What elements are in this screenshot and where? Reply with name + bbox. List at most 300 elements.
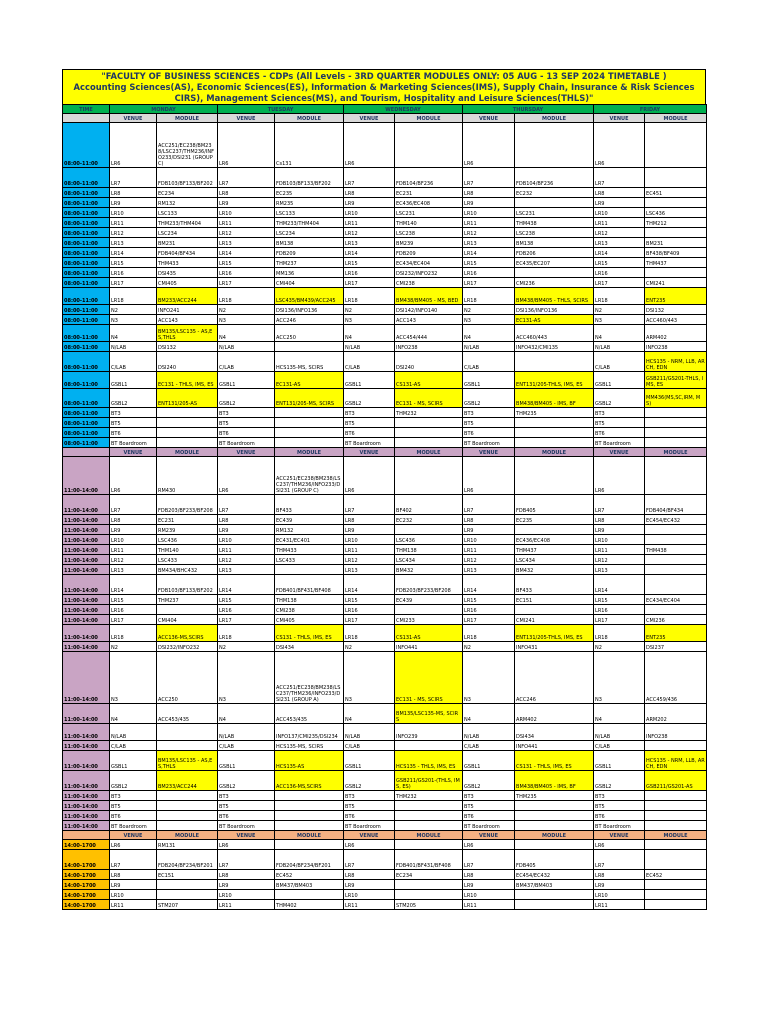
venue-cell: LR13 bbox=[344, 238, 395, 248]
module-cell bbox=[157, 605, 218, 615]
module-cell: BM437/BM403 bbox=[515, 880, 594, 890]
time-cell: 08:00-11:00 bbox=[63, 268, 110, 278]
venue-cell: N4 bbox=[344, 325, 395, 342]
venue-cell: LR17 bbox=[110, 278, 157, 288]
module-cell: FDB203/BF233/BF208 bbox=[395, 575, 463, 595]
time-cell: 08:00-11:00 bbox=[63, 372, 110, 389]
module-cell: THM437 bbox=[645, 258, 707, 268]
venue-cell: BT6 bbox=[463, 811, 515, 821]
venue-cell: LR9 bbox=[344, 198, 395, 208]
module-cell: FDB204/BF234/BF201 bbox=[157, 850, 218, 870]
time-cell: 11:00-14:00 bbox=[63, 535, 110, 545]
module-cell: EC454/EC432 bbox=[515, 870, 594, 880]
venue-cell: N4 bbox=[110, 325, 157, 342]
venue-cell: N/LAB bbox=[594, 342, 645, 352]
module-cell: FDB209 bbox=[275, 248, 344, 258]
timetable-sheet bbox=[62, 69, 706, 910]
module-cell: CMI238 bbox=[275, 605, 344, 615]
venue-cell: LR8 bbox=[594, 515, 645, 525]
time-cell: 11:00-14:00 bbox=[63, 642, 110, 652]
module-cell: DSI240 bbox=[395, 352, 463, 372]
module-cell: INFO137/CMI235/DSI234 bbox=[275, 724, 344, 741]
module-cell bbox=[515, 198, 594, 208]
module-cell: EC235 bbox=[515, 515, 594, 525]
table-row bbox=[63, 198, 707, 208]
table-row bbox=[63, 208, 707, 218]
venue-cell: GSBL2 bbox=[110, 389, 157, 408]
venue-cell: N4 bbox=[218, 704, 275, 724]
venue-cell: N2 bbox=[218, 642, 275, 652]
venue-cell: LR12 bbox=[594, 228, 645, 238]
venue-cell: LR10 bbox=[110, 535, 157, 545]
venue-cell: LR17 bbox=[344, 615, 395, 625]
venue-cell: LR7 bbox=[218, 168, 275, 188]
venue-cell: LR9 bbox=[344, 525, 395, 535]
module-cell: THM232 bbox=[395, 408, 463, 418]
module-cell: THM237 bbox=[157, 595, 218, 605]
venue-cell: LR8 bbox=[594, 870, 645, 880]
module-cell: INFO241 bbox=[157, 305, 218, 315]
module-cell: THM233/THM404 bbox=[275, 218, 344, 228]
module-cell bbox=[515, 352, 594, 372]
time-cell: 11:00-14:00 bbox=[63, 605, 110, 615]
venue-cell: LR6 bbox=[594, 123, 645, 168]
venue-cell: BT3 bbox=[463, 791, 515, 801]
module-header: MODULE bbox=[645, 448, 707, 457]
venue-cell: LR10 bbox=[594, 208, 645, 218]
venue-cell: LR9 bbox=[110, 198, 157, 208]
module-header: MODULE bbox=[645, 831, 707, 840]
venue-cell: LR11 bbox=[594, 900, 645, 910]
table-row bbox=[63, 615, 707, 625]
venue-cell: LR10 bbox=[218, 890, 275, 900]
venue-cell: LR6 bbox=[463, 457, 515, 495]
module-cell bbox=[515, 811, 594, 821]
module-cell: LSC433 bbox=[157, 555, 218, 565]
table-row bbox=[63, 305, 707, 315]
module-cell: THM235 bbox=[515, 408, 594, 418]
module-cell: DSI434 bbox=[515, 724, 594, 741]
module-cell: FDB405 bbox=[515, 850, 594, 870]
venue-cell: LR7 bbox=[344, 850, 395, 870]
venue-cell: LR16 bbox=[218, 605, 275, 615]
venue-header: VENUE bbox=[218, 831, 275, 840]
module-cell: HCS135-AS bbox=[275, 751, 344, 771]
venue-cell: GSBL1 bbox=[344, 372, 395, 389]
module-cell: EC131-AS bbox=[515, 315, 594, 325]
venue-cell: BT Boardroom bbox=[218, 821, 275, 831]
module-cell: ACC136-MS,SCIRS bbox=[275, 771, 344, 791]
module-cell: ACC453/435 bbox=[157, 704, 218, 724]
module-cell: THM138 bbox=[275, 595, 344, 605]
subheader-row bbox=[63, 831, 707, 840]
module-cell bbox=[645, 741, 707, 751]
module-cell bbox=[645, 801, 707, 811]
module-header: MODULE bbox=[395, 448, 463, 457]
title-line-3: CIRS), Management Sciences(MS), and Tourism, Hospitality and Leisure Sciences(THLS)" bbox=[174, 93, 594, 103]
module-cell: INFO239 bbox=[395, 724, 463, 741]
venue-cell: GSBL1 bbox=[218, 751, 275, 771]
time-cell: 14:00-1700 bbox=[63, 840, 110, 850]
venue-cell: BT5 bbox=[344, 418, 395, 428]
time-cell: 11:00-14:00 bbox=[63, 457, 110, 495]
module-header: MODULE bbox=[395, 831, 463, 840]
venue-cell: LR7 bbox=[344, 168, 395, 188]
venue-cell: N4 bbox=[594, 325, 645, 342]
venue-cell: N2 bbox=[110, 642, 157, 652]
venue-cell: N3 bbox=[463, 315, 515, 325]
table-row bbox=[63, 342, 707, 352]
venue-cell: LR14 bbox=[218, 575, 275, 595]
table-row bbox=[63, 880, 707, 890]
module-cell bbox=[515, 890, 594, 900]
module-cell: BM138 bbox=[275, 238, 344, 248]
module-cell: INFO441 bbox=[515, 741, 594, 751]
venue-cell: LR12 bbox=[463, 228, 515, 238]
venue-cell: N/LAB bbox=[463, 724, 515, 741]
venue-cell: LR7 bbox=[110, 850, 157, 870]
module-cell bbox=[157, 821, 218, 831]
venue-cell: C/LAB bbox=[594, 741, 645, 751]
module-cell: INFO238 bbox=[395, 342, 463, 352]
module-cell: THM438 bbox=[515, 218, 594, 228]
module-cell: CS131 - THLS, IMS, ES bbox=[275, 625, 344, 642]
table-row bbox=[63, 288, 707, 305]
subheader-time-cell bbox=[63, 448, 110, 457]
table-row bbox=[63, 900, 707, 910]
venue-cell: LR8 bbox=[463, 188, 515, 198]
venue-header: VENUE bbox=[463, 114, 515, 123]
module-cell: BM231 bbox=[645, 238, 707, 248]
module-cell: CMI233 bbox=[395, 615, 463, 625]
module-cell: DSI136/INFO136 bbox=[515, 305, 594, 315]
table-row bbox=[63, 642, 707, 652]
module-cell: BM432 bbox=[395, 565, 463, 575]
time-cell: 11:00-14:00 bbox=[63, 801, 110, 811]
module-cell bbox=[395, 438, 463, 448]
venue-cell: LR16 bbox=[463, 268, 515, 278]
module-cell bbox=[157, 418, 218, 428]
module-cell: ACC143 bbox=[157, 315, 218, 325]
module-cell: BM437/BM403 bbox=[275, 880, 344, 890]
venue-cell: C/LAB bbox=[344, 352, 395, 372]
venue-cell: BT5 bbox=[463, 801, 515, 811]
module-cell: THM235 bbox=[515, 791, 594, 801]
table-row bbox=[63, 545, 707, 555]
module-cell: EC452 bbox=[645, 870, 707, 880]
venue-cell: LR8 bbox=[218, 515, 275, 525]
table-row bbox=[63, 565, 707, 575]
time-cell: 11:00-14:00 bbox=[63, 811, 110, 821]
venue-cell: LR7 bbox=[344, 495, 395, 515]
venue-cell: LR18 bbox=[344, 288, 395, 305]
module-cell bbox=[395, 605, 463, 615]
time-cell: 11:00-14:00 bbox=[63, 741, 110, 751]
module-cell: THM232 bbox=[395, 791, 463, 801]
module-cell bbox=[157, 724, 218, 741]
module-cell bbox=[275, 801, 344, 811]
module-cell bbox=[157, 801, 218, 811]
module-cell: LSC435/BM439/ACC245 bbox=[275, 288, 344, 305]
module-cell: EC131-AS bbox=[275, 372, 344, 389]
time-cell: 11:00-14:00 bbox=[63, 595, 110, 605]
venue-cell: LR6 bbox=[218, 123, 275, 168]
venue-cell: LR13 bbox=[110, 238, 157, 248]
venue-cell: LR13 bbox=[594, 238, 645, 248]
table-row bbox=[63, 704, 707, 724]
venue-cell: LR12 bbox=[344, 555, 395, 565]
venue-cell: LR14 bbox=[110, 575, 157, 595]
table-row bbox=[63, 741, 707, 751]
venue-cell: LR16 bbox=[463, 605, 515, 615]
venue-cell: LR13 bbox=[594, 565, 645, 575]
venue-cell: LR11 bbox=[218, 900, 275, 910]
table-row bbox=[63, 228, 707, 238]
venue-cell: LR9 bbox=[110, 880, 157, 890]
module-cell: DSI132 bbox=[157, 342, 218, 352]
module-cell bbox=[645, 535, 707, 545]
module-cell: LSC231 bbox=[395, 208, 463, 218]
module-cell: HCS135-MS, SCIRS bbox=[275, 352, 344, 372]
venue-cell: LR15 bbox=[218, 258, 275, 268]
venue-cell: N/LAB bbox=[594, 724, 645, 741]
venue-cell: BT6 bbox=[594, 428, 645, 438]
module-cell bbox=[275, 565, 344, 575]
module-cell: ACC143 bbox=[395, 315, 463, 325]
module-cell bbox=[645, 408, 707, 418]
module-header: MODULE bbox=[645, 114, 707, 123]
venue-cell: LR11 bbox=[218, 545, 275, 555]
module-cell: ACC246 bbox=[515, 652, 594, 704]
module-cell bbox=[515, 801, 594, 811]
venue-cell: LR10 bbox=[344, 535, 395, 545]
module-cell: THM402 bbox=[275, 900, 344, 910]
venue-cell: LR11 bbox=[463, 900, 515, 910]
module-cell: EC231 bbox=[157, 515, 218, 525]
time-cell: 08:00-11:00 bbox=[63, 258, 110, 268]
venue-cell: N4 bbox=[463, 325, 515, 342]
venue-cell: LR8 bbox=[110, 188, 157, 198]
module-cell: STM205 bbox=[395, 900, 463, 910]
venue-cell: LR17 bbox=[594, 278, 645, 288]
module-cell: BF402 bbox=[395, 495, 463, 515]
venue-cell: LR14 bbox=[463, 248, 515, 258]
venue-cell: BT Boardroom bbox=[218, 438, 275, 448]
venue-cell: LR17 bbox=[463, 615, 515, 625]
venue-cell: LR15 bbox=[344, 595, 395, 605]
venue-cell: LR17 bbox=[463, 278, 515, 288]
venue-cell: LR8 bbox=[218, 870, 275, 880]
module-cell: DSI240 bbox=[157, 352, 218, 372]
module-cell: THM212 bbox=[645, 218, 707, 228]
table-row bbox=[63, 605, 707, 615]
venue-cell: LR15 bbox=[110, 595, 157, 605]
module-cell bbox=[157, 890, 218, 900]
venue-cell: C/LAB bbox=[110, 352, 157, 372]
module-cell: DSI237 bbox=[645, 642, 707, 652]
venue-cell: LR11 bbox=[110, 900, 157, 910]
venue-cell: BT3 bbox=[344, 791, 395, 801]
table-row bbox=[63, 801, 707, 811]
module-cell bbox=[645, 850, 707, 870]
module-cell bbox=[395, 457, 463, 495]
module-cell: CMI405 bbox=[275, 615, 344, 625]
venue-cell: BT Boardroom bbox=[110, 438, 157, 448]
venue-cell: C/LAB bbox=[463, 741, 515, 751]
module-cell bbox=[645, 198, 707, 208]
venue-cell: GSBL1 bbox=[463, 751, 515, 771]
module-cell bbox=[275, 890, 344, 900]
module-header: MODULE bbox=[157, 448, 218, 457]
venue-cell: LR15 bbox=[218, 595, 275, 605]
time-cell: 11:00-14:00 bbox=[63, 575, 110, 595]
venue-cell: LR18 bbox=[110, 625, 157, 642]
module-cell: BM438/BM405 - MS, BED bbox=[395, 288, 463, 305]
venue-cell: LR14 bbox=[594, 575, 645, 595]
module-header: MODULE bbox=[275, 831, 344, 840]
venue-header: VENUE bbox=[594, 114, 645, 123]
table-row bbox=[63, 315, 707, 325]
table-row bbox=[63, 258, 707, 268]
time-cell: 14:00-1700 bbox=[63, 870, 110, 880]
venue-cell: LR9 bbox=[594, 198, 645, 208]
table-row bbox=[63, 811, 707, 821]
venue-cell: N2 bbox=[594, 642, 645, 652]
venue-cell: GSBL2 bbox=[218, 771, 275, 791]
venue-cell: LR14 bbox=[218, 248, 275, 258]
title-line-1: "FACULTY OF BUSINESS SCIENCES - CDPs (All Levels - 3RD QUARTER MODULES ONLY: 05 AUG - 13 SEP 2024 TIMETABLE ) bbox=[101, 71, 667, 81]
time-cell: 08:00-11:00 bbox=[63, 123, 110, 168]
module-cell: ENT131/205-THLS, IMS, ES bbox=[515, 372, 594, 389]
venue-cell: N/LAB bbox=[110, 724, 157, 741]
venue-cell: LR12 bbox=[218, 228, 275, 238]
module-cell bbox=[645, 457, 707, 495]
module-cell: ACC250 bbox=[157, 652, 218, 704]
venue-cell: LR18 bbox=[110, 288, 157, 305]
venue-cell: N2 bbox=[594, 305, 645, 315]
venue-cell: LR17 bbox=[110, 615, 157, 625]
venue-cell: LR7 bbox=[110, 168, 157, 188]
venue-cell: LR10 bbox=[344, 208, 395, 218]
venue-cell: BT5 bbox=[594, 801, 645, 811]
venue-cell: N/LAB bbox=[463, 342, 515, 352]
module-cell: MM436(MS,SC,IRM, MS) bbox=[645, 389, 707, 408]
time-cell: 08:00-11:00 bbox=[63, 248, 110, 258]
module-cell bbox=[395, 890, 463, 900]
venue-cell: BT3 bbox=[344, 408, 395, 418]
venue-cell: GSBL2 bbox=[463, 389, 515, 408]
module-cell: BM138 bbox=[515, 238, 594, 248]
venue-cell: N/LAB bbox=[218, 342, 275, 352]
venue-cell: LR10 bbox=[218, 535, 275, 545]
time-cell: 08:00-11:00 bbox=[63, 438, 110, 448]
time-cell: 11:00-14:00 bbox=[63, 555, 110, 565]
module-cell: THM138 bbox=[395, 545, 463, 555]
venue-cell: C/LAB bbox=[594, 352, 645, 372]
venue-cell: LR7 bbox=[594, 168, 645, 188]
table-row bbox=[63, 408, 707, 418]
module-cell bbox=[515, 457, 594, 495]
venue-cell: LR9 bbox=[463, 880, 515, 890]
module-cell: EC131 - MS, SCIRS bbox=[395, 389, 463, 408]
module-cell: FDB401/BF431/BF408 bbox=[395, 850, 463, 870]
module-cell: HCS135 - NRM, LLB, ARCH, EDN bbox=[645, 751, 707, 771]
module-cell: FDB104/BF236 bbox=[515, 168, 594, 188]
venue-header: VENUE bbox=[344, 448, 395, 457]
module-cell bbox=[645, 428, 707, 438]
module-cell bbox=[275, 840, 344, 850]
venue-cell: LR12 bbox=[218, 555, 275, 565]
module-cell: EC454/EC432 bbox=[645, 515, 707, 525]
venue-cell: LR9 bbox=[463, 525, 515, 535]
venue-cell: BT6 bbox=[594, 811, 645, 821]
venue-cell: LR8 bbox=[594, 188, 645, 198]
venue-cell: GSBL1 bbox=[110, 751, 157, 771]
time-cell: 08:00-11:00 bbox=[63, 288, 110, 305]
module-cell: LSC231 bbox=[515, 208, 594, 218]
venue-cell: LR12 bbox=[344, 228, 395, 238]
module-cell: LSC234 bbox=[275, 228, 344, 238]
venue-cell: GSBL1 bbox=[218, 372, 275, 389]
module-header: MODULE bbox=[515, 831, 594, 840]
module-cell: THM140 bbox=[157, 545, 218, 555]
module-cell: Cs131 bbox=[275, 123, 344, 168]
time-cell: 14:00-1700 bbox=[63, 890, 110, 900]
module-cell: ARM402 bbox=[515, 704, 594, 724]
day-header-monday: MONDAY bbox=[110, 105, 218, 114]
venue-cell: BT6 bbox=[344, 811, 395, 821]
venue-cell: LR11 bbox=[344, 218, 395, 228]
venue-cell: C/LAB bbox=[344, 741, 395, 751]
module-cell: ACC460/443 bbox=[515, 325, 594, 342]
table-row bbox=[63, 870, 707, 880]
module-cell: HCS135 - NRM, LLB, ARCH, EDN bbox=[645, 352, 707, 372]
table-row bbox=[63, 248, 707, 258]
venue-cell: GSBL2 bbox=[463, 771, 515, 791]
venue-cell: BT Boardroom bbox=[110, 821, 157, 831]
venue-cell: LR11 bbox=[344, 545, 395, 555]
module-cell: LSC234 bbox=[157, 228, 218, 238]
module-cell bbox=[275, 408, 344, 418]
venue-cell: LR15 bbox=[110, 258, 157, 268]
module-cell: DSI142/INFO140 bbox=[395, 305, 463, 315]
venue-cell: LR16 bbox=[594, 605, 645, 615]
venue-cell: BT6 bbox=[218, 811, 275, 821]
module-cell bbox=[275, 418, 344, 428]
module-cell bbox=[645, 418, 707, 428]
module-cell: MM136 bbox=[275, 268, 344, 278]
title-line-2: Accounting Sciences(AS), Economic Sciences(ES), Information & Marketing Sciences(IMS), Supply Chain, Insurance & Risk Sciences bbox=[73, 82, 695, 92]
module-cell: GSB211/GS201-THLS, IMS, ES bbox=[645, 372, 707, 389]
venue-cell: LR11 bbox=[463, 218, 515, 228]
module-cell bbox=[395, 123, 463, 168]
venue-header: VENUE bbox=[594, 448, 645, 457]
venue-cell: N2 bbox=[110, 305, 157, 315]
module-cell: THM237 bbox=[275, 258, 344, 268]
module-cell: BM438/BM405 - THLS, SCIRS bbox=[515, 288, 594, 305]
module-cell bbox=[515, 821, 594, 831]
module-cell: BM239 bbox=[395, 238, 463, 248]
venue-cell: LR10 bbox=[594, 535, 645, 545]
module-cell: EC436/EC408 bbox=[395, 198, 463, 208]
time-cell: 11:00-14:00 bbox=[63, 525, 110, 535]
venue-cell: LR14 bbox=[594, 248, 645, 258]
table-row bbox=[63, 123, 707, 168]
module-cell bbox=[157, 880, 218, 890]
module-cell: ACC250 bbox=[275, 325, 344, 342]
time-cell: 11:00-14:00 bbox=[63, 615, 110, 625]
venue-header: VENUE bbox=[110, 831, 157, 840]
